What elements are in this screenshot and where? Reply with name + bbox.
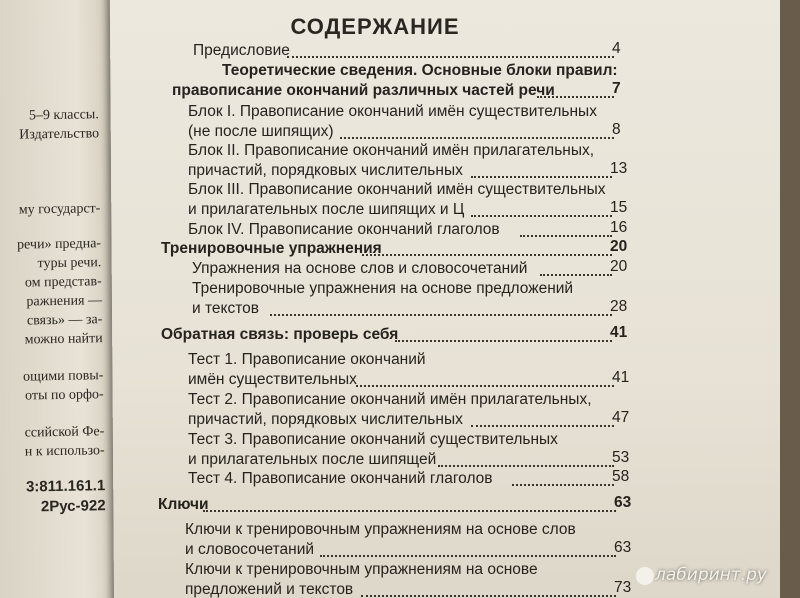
page-number: 28 bbox=[610, 298, 628, 315]
dot-leader bbox=[340, 135, 614, 139]
page-number: 4 bbox=[612, 40, 621, 57]
left-line: оты по орфо- bbox=[24, 387, 104, 404]
left-page bbox=[0, 0, 126, 598]
toc-entry-text: Блок II. Правописание окончаний имён прилагательных, bbox=[188, 142, 595, 159]
background-edge bbox=[780, 0, 800, 598]
left-line: ссийской Фе- bbox=[24, 424, 105, 441]
left-line: 5–9 классы. bbox=[28, 107, 99, 124]
toc-entry-text: и прилагательных после шипящих и Ц bbox=[188, 201, 465, 218]
dot-leader bbox=[395, 338, 612, 342]
dot-leader bbox=[512, 482, 614, 486]
toc-entry-text: Ключи к тренировочным упражнениям на основе слов bbox=[185, 521, 576, 538]
toc-entry-text: Ключи к тренировочным упражнениям на основе bbox=[185, 561, 538, 578]
dot-leader bbox=[362, 252, 612, 256]
toc-entry-text: Тренировочные упражнения bbox=[161, 240, 382, 257]
toc-entry-text: Тренировочные упражнения на основе предложений bbox=[192, 280, 574, 297]
dot-leader bbox=[320, 553, 616, 557]
toc-entry-text: (не после шипящих) bbox=[188, 123, 334, 140]
left-line: связь» — за- bbox=[26, 312, 103, 329]
page-number: 63 bbox=[614, 494, 632, 511]
page-number: 16 bbox=[610, 219, 628, 236]
left-line: туры речи. bbox=[37, 255, 102, 272]
toc-entry-text: Блок IV. Правописание окончаний глаголов bbox=[188, 221, 500, 238]
page-number: 47 bbox=[612, 409, 630, 426]
dot-leader bbox=[438, 463, 614, 467]
dot-leader bbox=[471, 174, 612, 178]
toc-entry-text: Теоретические сведения. Основные блоки правил: bbox=[222, 62, 618, 79]
left-line: Издательство bbox=[19, 126, 100, 143]
dot-leader bbox=[356, 383, 614, 387]
toc-entry-text: и прилагательных после шипящей bbox=[188, 451, 437, 468]
toc-entry-text: Тест 2. Правописание окончаний имён прилагательных, bbox=[188, 391, 592, 408]
toc-entry-text: правописание окончаний различных частей речи bbox=[172, 82, 555, 99]
toc-entry-text: причастий, порядковых числительных bbox=[188, 411, 463, 428]
dot-leader bbox=[203, 508, 616, 512]
left-line: ом представ- bbox=[24, 274, 102, 291]
udc-code: 3:811.161.1 bbox=[25, 477, 106, 496]
page-number: 8 bbox=[612, 121, 621, 138]
dot-leader bbox=[520, 233, 612, 237]
page-number: 53 bbox=[612, 449, 630, 466]
page-number: 58 bbox=[612, 468, 630, 485]
labirint-logo-icon bbox=[636, 567, 654, 585]
page-number: 41 bbox=[610, 324, 628, 341]
toc-entry-text: Блок III. Правописание окончаний имён существительных bbox=[188, 181, 606, 198]
toc-entry-text: имён существительных bbox=[188, 371, 357, 388]
toc-entry-text: Блок I. Правописание окончаний имён существительных bbox=[188, 103, 597, 120]
dot-leader bbox=[537, 94, 614, 98]
toc-entry-text: и словосочетаний bbox=[185, 541, 315, 558]
page-number: 15 bbox=[610, 199, 628, 216]
toc-entry-text: Ключи bbox=[158, 496, 209, 513]
page-number: 13 bbox=[610, 160, 628, 177]
dot-leader bbox=[471, 423, 614, 427]
watermark: лабиринт.ру bbox=[655, 565, 767, 585]
dot-leader bbox=[361, 593, 616, 597]
left-line: му государст- bbox=[18, 201, 101, 218]
toc-entry-text: Упражнения на основе слов и словосочетаний bbox=[192, 260, 528, 277]
dot-leader bbox=[270, 312, 612, 316]
toc-entry-text: Предисловие bbox=[193, 42, 290, 59]
page-number: 41 bbox=[612, 369, 630, 386]
left-line: ощими повы- bbox=[22, 368, 104, 385]
dot-leader bbox=[471, 213, 612, 217]
dot-leader bbox=[540, 272, 612, 276]
toc-entry-text: Тест 3. Правописание окончаний существительных bbox=[188, 431, 558, 448]
bbk-code: 2Рус-922 bbox=[40, 497, 106, 516]
left-line: ражнения — bbox=[26, 293, 103, 310]
left-line: можно найти bbox=[24, 331, 103, 348]
page-title: СОДЕРЖАНИЕ bbox=[290, 14, 460, 39]
toc-entry-text: предложений и текстов bbox=[185, 581, 354, 598]
page-number: 7 bbox=[612, 80, 621, 97]
toc-entry-text: Обратная связь: проверь себя bbox=[161, 326, 399, 343]
dot-leader bbox=[287, 54, 614, 58]
page-number: 20 bbox=[610, 258, 628, 275]
left-line: н к использо- bbox=[24, 443, 105, 460]
page-number: 63 bbox=[614, 539, 632, 556]
page-number: 20 bbox=[610, 238, 628, 255]
toc-entry-text: и текстов bbox=[192, 300, 259, 317]
toc-entry-text: Тест 1. Правописание окончаний bbox=[188, 351, 426, 368]
page-number: 73 bbox=[614, 579, 632, 596]
left-line: речи» предна- bbox=[16, 236, 102, 253]
toc-entry-text: Тест 4. Правописание окончаний глаголов bbox=[188, 470, 493, 487]
toc-entry-text: причастий, порядковых числительных bbox=[188, 162, 463, 179]
